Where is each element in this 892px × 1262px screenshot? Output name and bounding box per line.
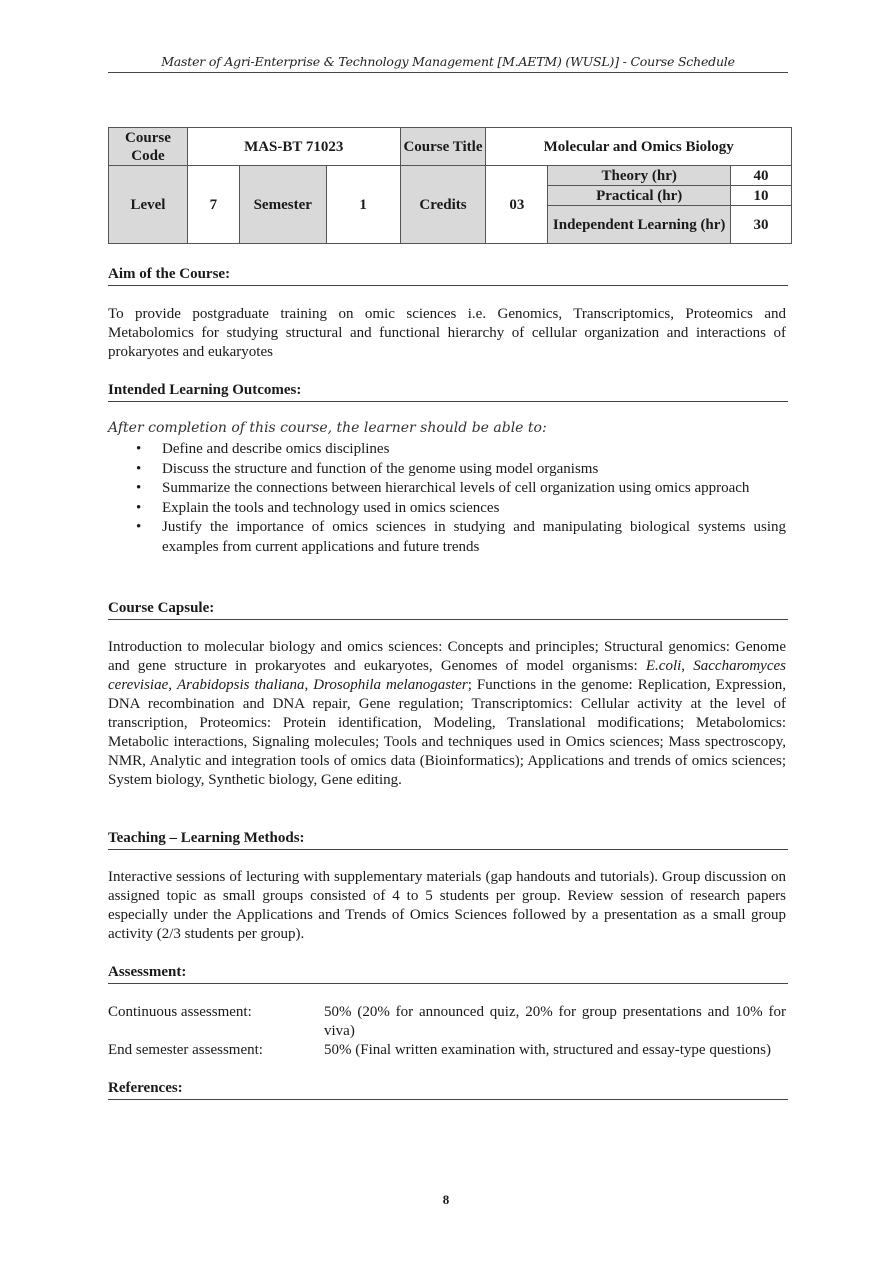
bullet-icon: • (136, 460, 142, 477)
bullet-icon: • (136, 519, 142, 535)
ilo-list (108, 440, 786, 557)
practical-hours-label: Practical (hr) (548, 186, 731, 206)
capsule-heading: Course Capsule: (108, 599, 788, 620)
list-item: • Explain the tools and technology used in omics sciences (108, 499, 786, 519)
aim-text: To provide postgraduate training on omic sciences i.e. Genomics, Transcriptomics, Proteomics and Metabolomics for studying structural and functional hierarchy of cellular organization and interactions of prokaryotes and eukaryotes (108, 306, 786, 360)
ilo-heading: Intended Learning Outcomes: (108, 381, 788, 402)
running-header: Master of Agri-Enterprise & Technology Management [M.AETM) (WUSL)] - Course Schedule (161, 54, 735, 69)
bullet-icon: • (136, 499, 142, 516)
assessment-heading: Assessment: (108, 963, 788, 984)
independent-hours-value: 30 (731, 206, 792, 244)
credits-label: Credits (400, 166, 486, 244)
aim-heading: Aim of the Course: (108, 265, 788, 286)
references-heading: References: (108, 1079, 788, 1100)
assessment-row-continuous (108, 1003, 788, 1041)
assessment-value: 50% (Final written examination with, structured and essay-type questions) (324, 1042, 771, 1058)
list-item: • Justify the importance of omics sciences in studying and manipulating biological systems using examples from current applications and future trends (136, 519, 786, 555)
course-title-label: Course Title (400, 128, 486, 166)
assessment-label: End semester assessment: (108, 1042, 263, 1058)
teaching-text: Interactive sessions of lecturing with supplementary materials (gap handouts and tutorials). Group discussion on assigned topic as small groups consisted of 4 to 5 students per group. Review session of research papers especially under the Applications and Trends of Omics Sciences followed by a presentation as a small group activity (2/3 students per group). (108, 869, 786, 942)
course-code-value: MAS-BT 71023 (187, 128, 400, 166)
course-info-table (108, 127, 792, 244)
list-item: • Define and describe omics disciplines (108, 440, 786, 460)
level-label: Level (109, 166, 188, 244)
assessment-label: Continuous assessment: (108, 1004, 252, 1020)
capsule-text: Introduction to molecular biology and omics sciences: Concepts and principles; Structural genomics: Genome and gene structure in prokaryotes and eukaryotes, Genomes of model organisms: E.coli, Saccharomyces cerevisiae, Arabidopsis thaliana, Drosophila melanogaster; Functions in the genome: Replication, Expression, DNA recombination and DNA repair, Gene regulation; Transcriptomics: Cellular activity at the level of transcription, Proteomics: Protein identification, Modeling, Translational modifications; Metabolomics: Metabolic interactions, Signaling molecules; Tools and techniques used in Omics sciences; Mass spectroscopy, NMR, Analytic and integration tools of omics data (Bioinformatics); Applications and trends of omics sciences; System biology, Synthetic biology, Gene editing. (108, 639, 786, 788)
list-item: • Discuss the structure and function of the genome using model organisms (108, 460, 786, 480)
ilo-intro: After completion of this course, the learner should be able to: (108, 420, 547, 436)
assessment-value: 50% (20% for announced quiz, 20% for group presentations and 10% for viva) (324, 1004, 786, 1039)
credits-value: 03 (486, 166, 548, 244)
theory-hours-value: 40 (731, 166, 792, 186)
semester-value: 1 (326, 166, 400, 244)
assessment-row-end-semester (108, 1041, 788, 1079)
semester-label: Semester (239, 166, 326, 244)
course-code-label: Course Code (109, 128, 188, 166)
page-number: 8 (442, 1192, 450, 1207)
list-item: • Summarize the connections between hierarchical levels of cell organization using omics approach (108, 479, 786, 499)
theory-hours-label: Theory (hr) (548, 166, 731, 186)
bullet-icon: • (136, 441, 142, 457)
independent-hours-label: Independent Learning (hr) (548, 206, 731, 244)
header-rule (108, 72, 788, 73)
practical-hours-value: 10 (731, 186, 792, 206)
level-value: 7 (187, 166, 239, 244)
bullet-icon: • (136, 480, 142, 496)
teaching-heading: Teaching – Learning Methods: (108, 829, 788, 850)
course-title-value: Molecular and Omics Biology (486, 128, 792, 166)
